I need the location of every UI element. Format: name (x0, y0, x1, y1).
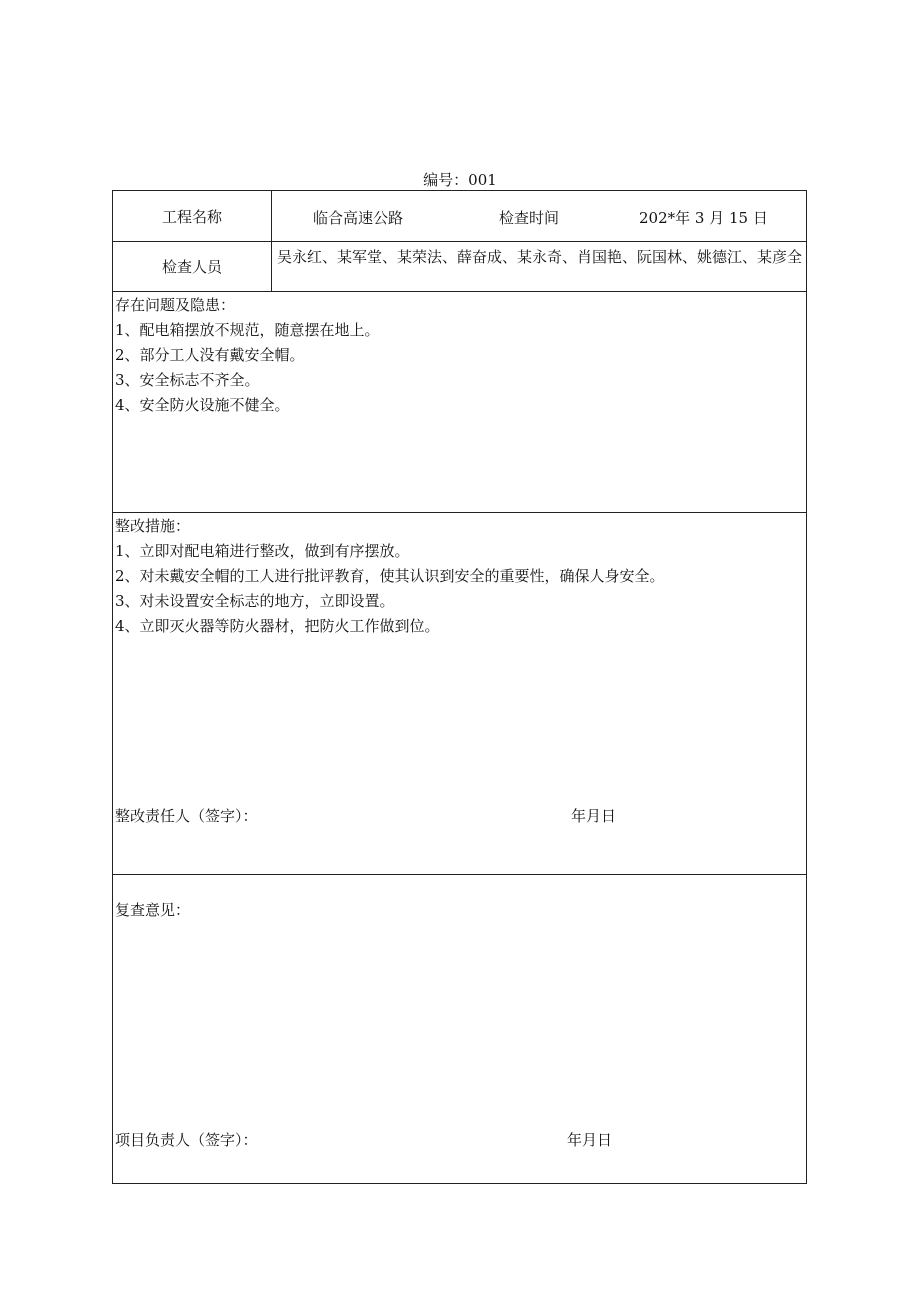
inspection-form (112, 190, 807, 1184)
inspectors-label: 检查人员 (113, 242, 272, 291)
list-item: 4、安全防火设施不健全。 (115, 396, 290, 414)
measures-list (115, 539, 665, 639)
document-number: 编号：001 (423, 171, 497, 189)
list-item: 1、立即对配电箱进行整改，做到有序摆放。 (115, 542, 410, 560)
review-heading: 复查意见： (115, 901, 191, 919)
measures-section (113, 513, 806, 875)
inspectors-row (113, 242, 806, 292)
rectification-date-label: 年月日 (571, 807, 617, 825)
inspectors-cell (271, 242, 806, 291)
list-item: 1、配电箱摆放不规范，随意摆在地上。 (115, 321, 380, 339)
project-name-label: 工程名称 (113, 191, 272, 241)
project-name-value: 临合高速公路 (313, 209, 404, 227)
measures-heading: 整改措施： (115, 517, 191, 535)
problems-list (115, 318, 380, 418)
inspectors-value: 吴永红、某军堂、某荣法、薛奋成、某永奇、肖国艳、阮国林、姚德江、某彦全 (277, 248, 803, 266)
list-item: 3、对未设置安全标志的地方，立即设置。 (115, 592, 395, 610)
list-item: 4、立即灭火器等防火器材，把防火工作做到位。 (115, 617, 440, 635)
inspection-time-label: 检查时间 (499, 209, 560, 227)
rectification-signature-label: 整改责任人（签字）： (115, 807, 258, 825)
list-item: 3、安全标志不齐全。 (115, 371, 260, 389)
project-info-cell (271, 191, 806, 241)
list-item: 2、对未戴安全帽的工人进行批评教育，使其认识到安全的重要性，确保人身安全。 (115, 567, 665, 585)
list-item: 2、部分工人没有戴安全帽。 (115, 346, 305, 364)
review-date-label: 年月日 (567, 1131, 613, 1149)
inspection-time-value: 202*年 3 月 15 日 (639, 209, 768, 227)
problems-section (113, 292, 806, 513)
review-section (113, 875, 806, 1185)
problems-heading: 存在问题及隐患： (115, 296, 236, 314)
project-row (113, 191, 806, 242)
project-manager-signature-label: 项目负责人（签字）： (115, 1131, 258, 1149)
